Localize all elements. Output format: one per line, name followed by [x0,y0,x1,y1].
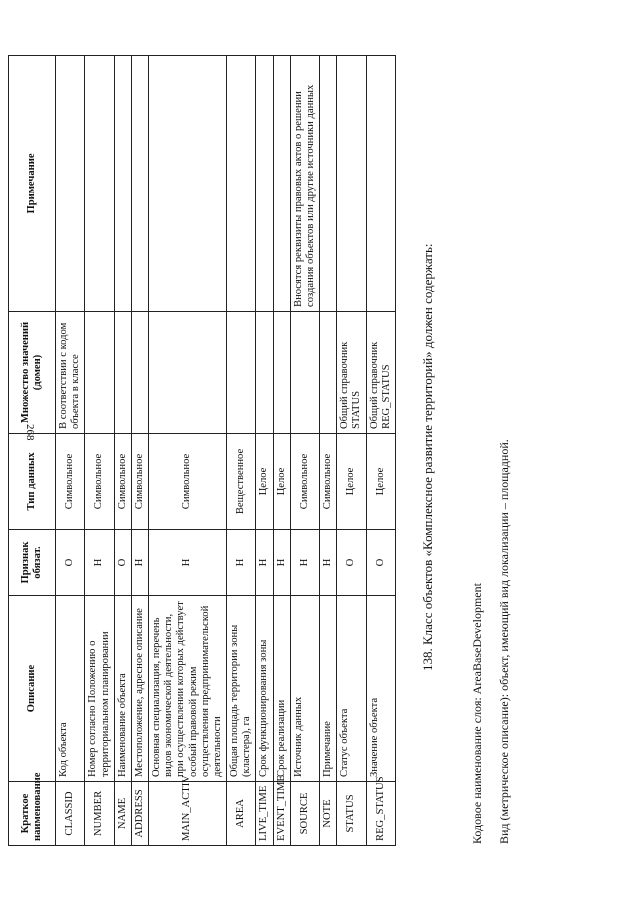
cell-value-domain [320,312,337,434]
table-row [273,56,290,846]
rotated-page-content [8,56,568,846]
cell-data-type: Вещественное [227,434,256,530]
cell-note [320,56,337,312]
cell-data-type: Целое [337,434,366,530]
cell-value-domain [290,312,319,434]
cell-data-type: Символьное [114,434,131,530]
header-data-type: Тип данных [9,434,56,530]
cell-data-type: Целое [273,434,290,530]
cell-note [114,56,131,312]
table-row [56,56,85,846]
cell-short-name: CLASSID [56,782,85,846]
cell-value-domain: В соответствии с кодом объекта в классе [56,312,85,434]
cell-short-name: NUMBER [85,782,114,846]
cell-required-flag: Н [85,530,114,596]
cell-data-type: Символьное [149,434,227,530]
cell-data-type: Символьное [56,434,85,530]
cell-data-type: Целое [256,434,273,530]
cell-required-flag: Н [256,530,273,596]
cell-short-name: LIVE_TIME [256,782,273,846]
cell-required-flag: О [337,530,366,596]
header-note: Примечание [9,56,56,312]
table-row [320,56,337,846]
table-row [131,56,148,846]
cell-short-name: MAIN_ACTIV [149,782,227,846]
cell-value-domain [131,312,148,434]
cell-data-type: Символьное [131,434,148,530]
cell-short-name: EVENT_TIME [273,782,290,846]
cell-short-name: AREA [227,782,256,846]
cell-required-flag: Н [149,530,227,596]
cell-description: Статус объекта [337,596,366,782]
cell-required-flag: О [114,530,131,596]
cell-description: Срок функционирования зоны [256,596,273,782]
header-value-domain: Множество значений (домен) [9,312,56,434]
cell-required-flag: О [366,530,395,596]
cell-note [337,56,366,312]
cell-note [366,56,395,312]
cell-short-name: NAME [114,782,131,846]
cell-note [256,56,273,312]
cell-value-domain [85,312,114,434]
cell-description: Код объекта [56,596,85,782]
table-row [85,56,114,846]
cell-description: Номер согласно Положению о территориальном планировании [85,596,114,782]
table-row [290,56,319,846]
page-number: 268 [24,424,36,441]
cell-note [149,56,227,312]
cell-value-domain: Общий справочник STATUS [337,312,366,434]
layer-code-paragraph: Кодовое наименование слоя: AreaBaseDevelopment [470,583,484,844]
cell-note: Вносятся реквизиты правовых актов о решении создания объектов или другие источники данных [290,56,319,312]
cell-description: Примечание [320,596,337,782]
header-required-flag: Признак обязат. [9,530,56,596]
cell-required-flag: Н [273,530,290,596]
cell-data-type: Целое [366,434,395,530]
cell-data-type: Символьное [85,434,114,530]
cell-short-name: NOTE [320,782,337,846]
cell-value-domain [273,312,290,434]
cell-note [227,56,256,312]
cell-required-flag: О [56,530,85,596]
cell-description: Наименование объекта [114,596,131,782]
table-row [227,56,256,846]
table-row [114,56,131,846]
cell-required-flag: Н [290,530,319,596]
cell-required-flag: Н [131,530,148,596]
table-row [366,56,395,846]
cell-description: Основная специализация, перечень видов экономической деятельности, при осуществлении которых действует особый правовой режим осуществления предпринимательской деятельности [149,596,227,782]
header-description: Описание [9,596,56,782]
cell-value-domain [227,312,256,434]
cell-description: Местоположение, адресное описание [131,596,148,782]
attribute-table [8,55,396,846]
cell-description: Срок реализации [273,596,290,782]
cell-note [273,56,290,312]
cell-data-type: Символьное [290,434,319,530]
cell-note [131,56,148,312]
cell-short-name: STATUS [337,782,366,846]
table-body [56,56,396,846]
cell-required-flag: Н [227,530,256,596]
cell-short-name: REG_STATUS [366,782,395,846]
cell-data-type: Символьное [320,434,337,530]
cell-description: Общая площадь территории зоны (кластера), га [227,596,256,782]
cell-value-domain: Общий справочник REG_STATUS [366,312,395,434]
table-row [149,56,227,846]
cell-short-name: ADDRESS [131,782,148,846]
table-row [256,56,273,846]
cell-description: Значение объекта [366,596,395,782]
cell-note [56,56,85,312]
cell-value-domain [114,312,131,434]
table-row [337,56,366,846]
section-title: 138. Класс объектов «Комплексное развитие территорий» должен содержать: [420,243,435,671]
cell-value-domain [149,312,227,434]
cell-short-name: SOURCE [290,782,319,846]
cell-description: Источник данных [290,596,319,782]
cell-required-flag: Н [320,530,337,596]
cell-value-domain [256,312,273,434]
geometry-type-paragraph: Вид (метрическое описание): объект, имеющий вид локализации – площадной. [497,439,511,844]
cell-note [85,56,114,312]
header-short-name: Краткое наименование [9,782,56,846]
table-header-row [9,56,56,846]
